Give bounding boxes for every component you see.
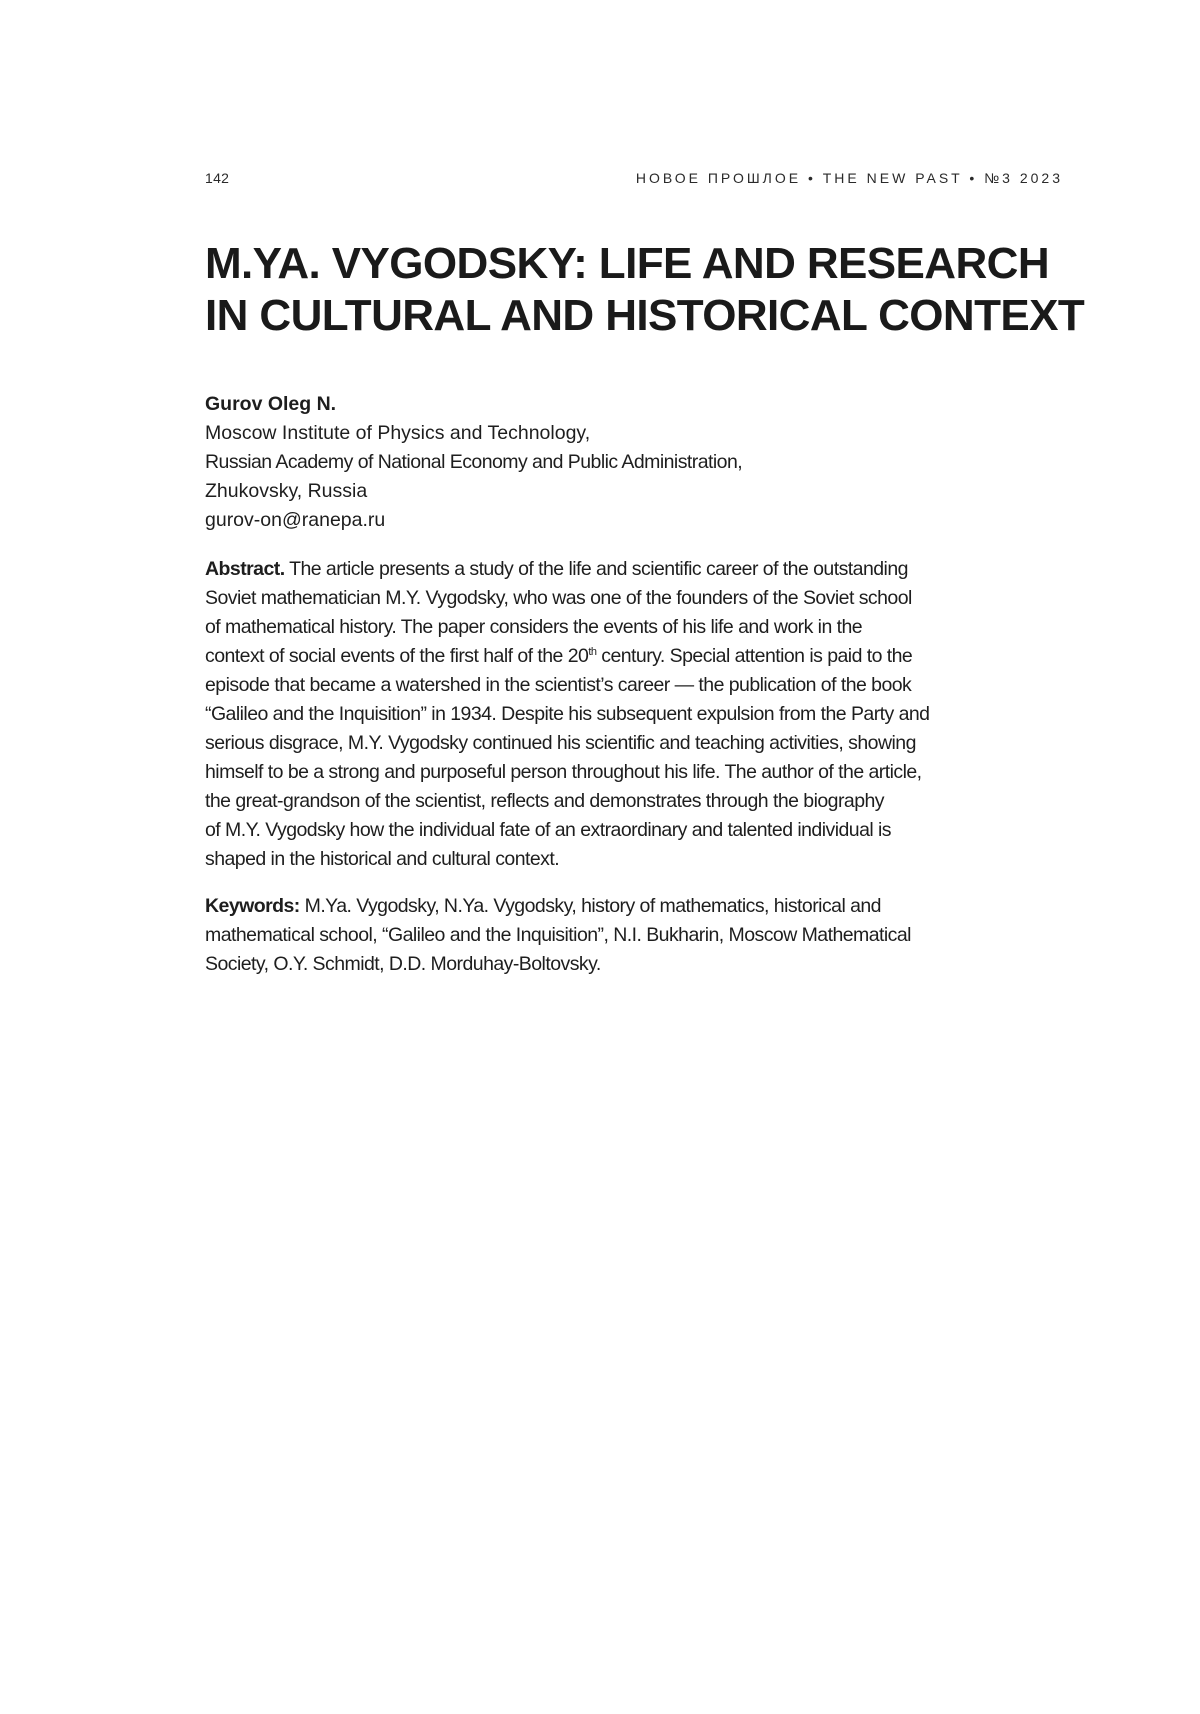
journal-page	[0, 0, 1200, 1714]
journal-name: НОВОЕ ПРОШЛОЕ • THE NEW PAST • №3 2023	[636, 167, 1063, 189]
abstract-line	[205, 555, 1065, 584]
keywords	[205, 892, 1065, 979]
article-title-line: IN CULTURAL AND HISTORICAL CONTEXT	[205, 290, 1065, 342]
abstract-text: The article presents a study of the life and scientific career of the outstanding	[289, 558, 908, 580]
keywords-line	[205, 892, 1065, 921]
article-title	[205, 238, 1065, 342]
author-affiliation: Moscow Institute of Physics and Technology,	[205, 419, 1065, 448]
abstract-label: Abstract.	[205, 558, 285, 580]
abstract-line: the great-grandson of the scientist, reflects and demonstrates through the biography	[205, 787, 1065, 816]
keywords-text: M.Ya. Vygodsky, N.Ya. Vygodsky, history of mathematics, historical and	[305, 895, 881, 917]
page-number: 142	[205, 167, 229, 189]
abstract-line: episode that became a watershed in the scientist’s career — the publication of the book	[205, 671, 1065, 700]
abstract-line: “Galileo and the Inquisition” in 1934. Despite his subsequent expulsion from the Party and	[205, 700, 1065, 729]
article-title-line: M.YA. VYGODSKY: LIFE AND RESEARCH	[205, 238, 1065, 290]
ordinal-superscript: th	[588, 646, 596, 658]
keywords-label: Keywords:	[205, 895, 300, 917]
abstract-line	[205, 642, 1065, 671]
abstract-line: Soviet mathematician M.Y. Vygodsky, who was one of the founders of the Soviet school	[205, 584, 1065, 613]
abstract-text: context of social events of the first half of the 20	[205, 645, 588, 667]
abstract-text: century. Special attention is paid to the	[596, 645, 912, 667]
author-location: Zhukovsky, Russia	[205, 477, 1065, 506]
abstract-line: of mathematical history. The paper considers the events of his life and work in the	[205, 613, 1065, 642]
author-name: Gurov Oleg N.	[205, 390, 1065, 419]
keywords-line: Society, O.Y. Schmidt, D.D. Morduhay-Boltovsky.	[205, 950, 1065, 979]
running-header	[205, 167, 1063, 189]
abstract-line: serious disgrace, M.Y. Vygodsky continued his scientific and teaching activities, showing	[205, 729, 1065, 758]
author-email[interactable]: gurov-on@ranepa.ru	[205, 506, 1065, 535]
abstract-line: shaped in the historical and cultural context.	[205, 845, 1065, 874]
keywords-line: mathematical school, “Galileo and the Inquisition”, N.I. Bukharin, Moscow Mathematical	[205, 921, 1065, 950]
author-block	[205, 390, 1065, 535]
author-affiliation: Russian Academy of National Economy and Public Administration,	[205, 448, 1065, 477]
abstract	[205, 555, 1065, 874]
abstract-line: himself to be a strong and purposeful person throughout his life. The author of the article,	[205, 758, 1065, 787]
abstract-line: of M.Y. Vygodsky how the individual fate of an extraordinary and talented individual is	[205, 816, 1065, 845]
